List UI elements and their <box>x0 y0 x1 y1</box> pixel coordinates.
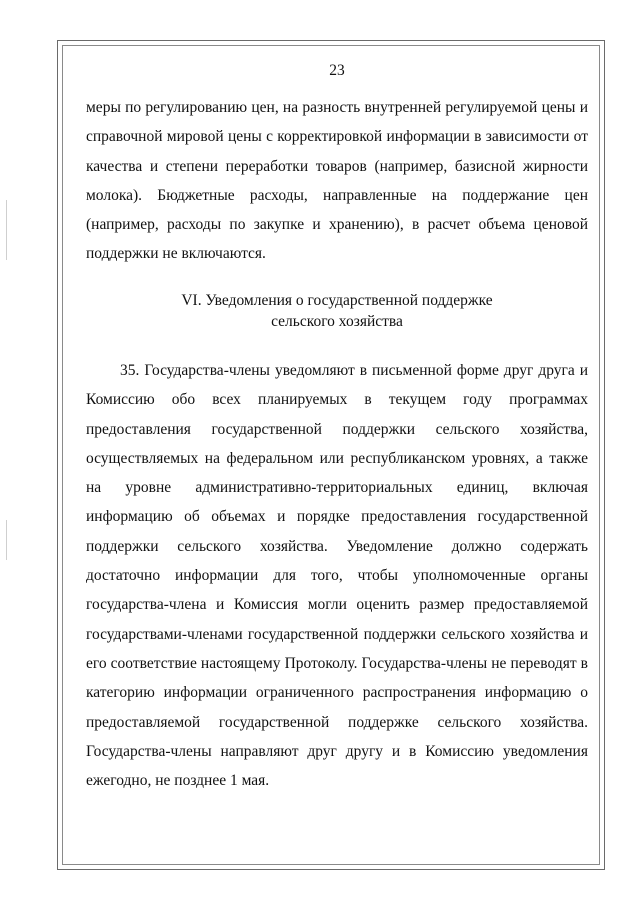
page-number: 23 <box>329 62 345 79</box>
scan-edge-mark <box>6 200 7 260</box>
section-heading-line-1: VI. Уведомления о государственной поддержке <box>181 292 493 309</box>
scan-edge-mark <box>6 520 7 560</box>
paragraph-price-support: меры по регулированию цен, на разность внутренней регулируемой цены и справочной мировой цены с корректировкой информации в зависимости от качества и степени переработки товаров (например, базисной жирности молока). Бюджетные расходы, направленные на поддержание цен (например, расходы по закупке и хранению), в расчет объема ценовой поддержки не включаются. <box>86 99 588 263</box>
paragraph-35-notifications: 35. Государства-члены уведомляют в письменной форме друг друга и Комиссию обо всех планируемых в текущем году программах предоставления государственной поддержки сельского хозяйства, осуществляемых на федеральном или республиканском уровнях, а также на уровне административно-территориальных единиц, включая информацию об объемах и порядке предоставления государственной поддержки сельского хозяйства. Уведомление должно содержать достаточно информации для того, чтобы уполномоченные органы государства-члена и Комиссия могли оценить размер предоставляемой государствами-членами государственной поддержки сельского хозяйства и его соответствие настоящему Протоколу. Государства-члены не переводят в категорию информации ограниченного распространения информацию о предоставляемой государственной поддержке сельского хозяйства. Государства-члены направляют друг другу и в Комиссию уведомления ежегодно, не позднее 1 мая. <box>86 362 588 790</box>
section-heading-line-2: сельского хозяйства <box>271 313 403 330</box>
section-heading <box>86 290 588 332</box>
